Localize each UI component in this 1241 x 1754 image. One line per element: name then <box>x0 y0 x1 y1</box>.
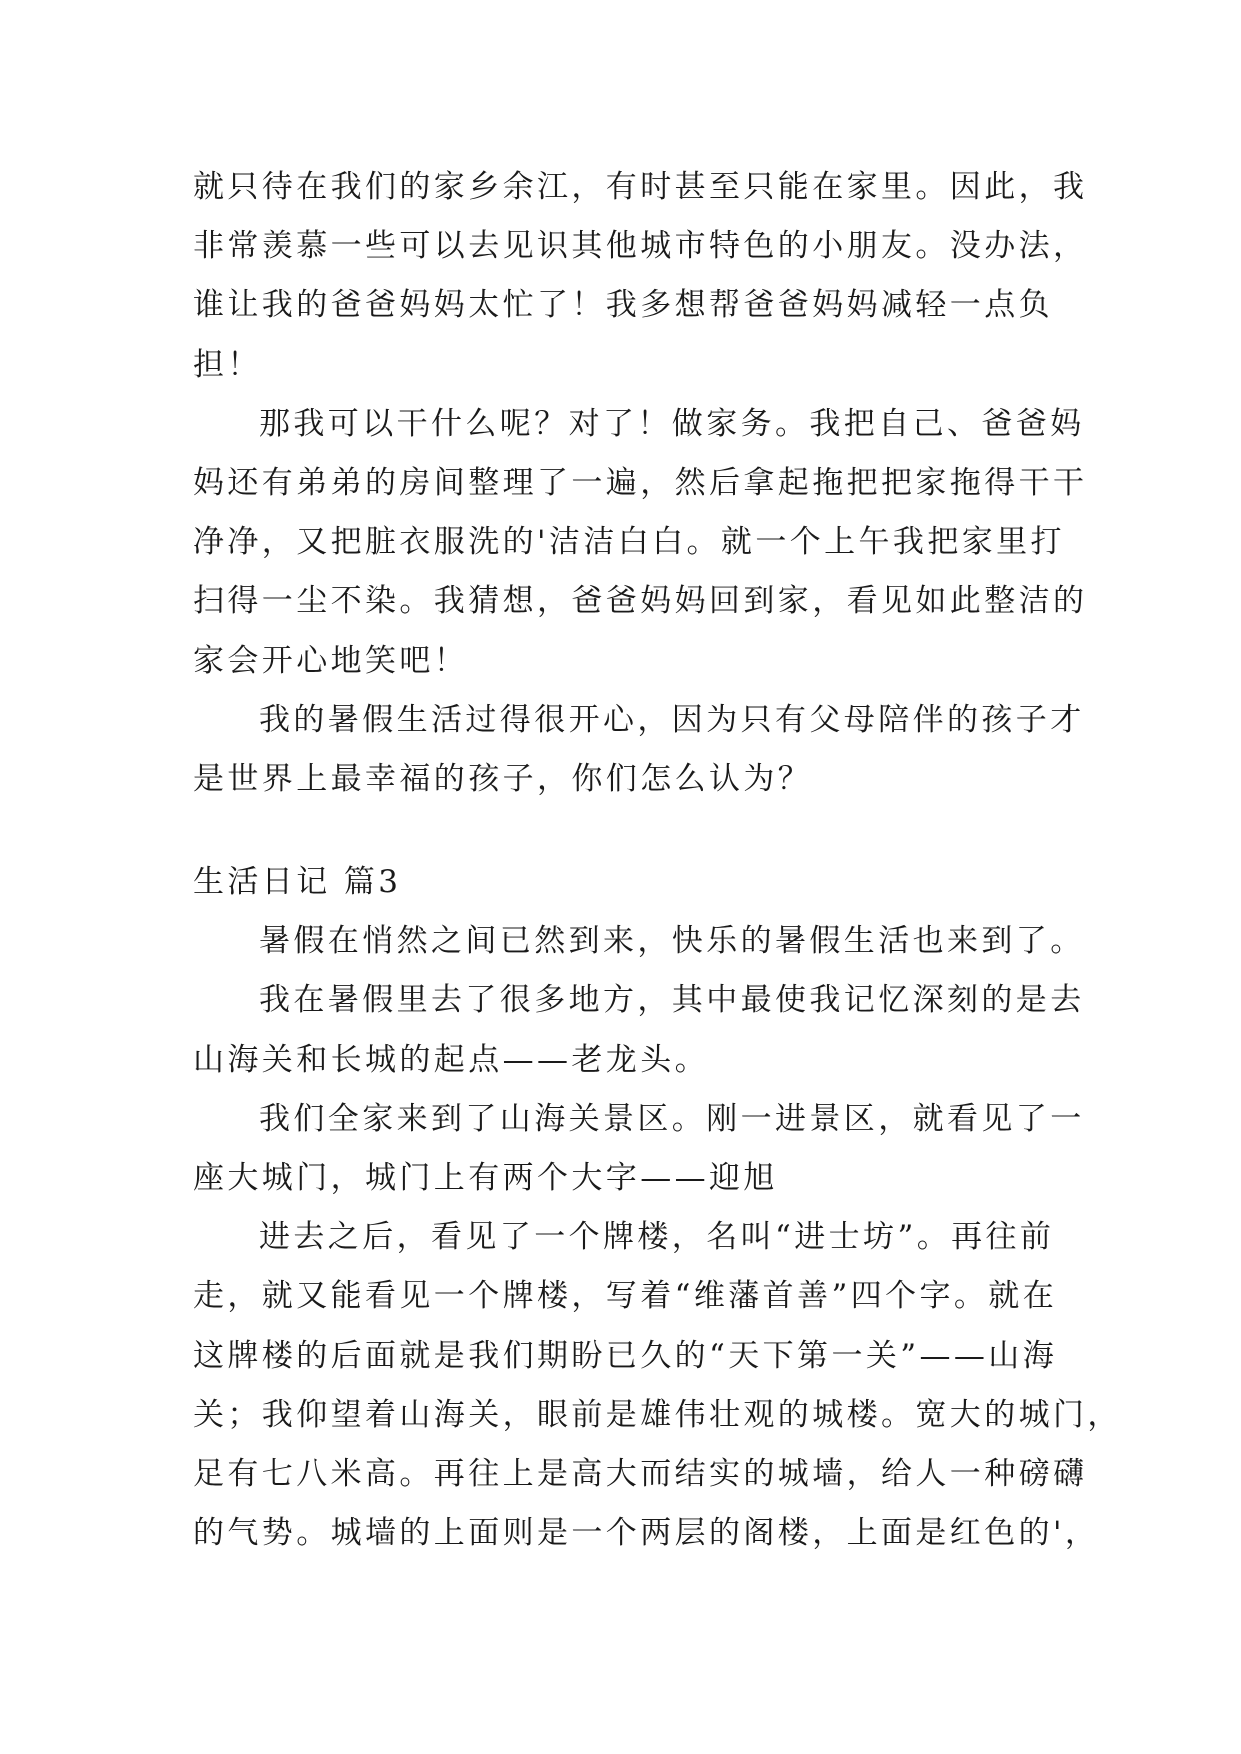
text-line: 关；我仰望着山海关，眼前是雄伟壮观的城楼。宽大的城门， <box>193 1396 1122 1433</box>
text-line: 净净，又把脏衣服洗的'洁洁白白。就一个上午我把家里打 <box>193 524 1065 561</box>
paragraph-start: 我们全家来到了山海关景区。刚一进景区，就看见了一 <box>259 1100 1085 1137</box>
text-line: 就只待在我们的家乡余江，有时甚至只能在家里。因此，我 <box>193 169 1088 205</box>
document-body <box>193 158 1122 1563</box>
paragraph-start: 暑假在悄然之间已然到来，快乐的暑假生活也来到了。 <box>259 923 1085 960</box>
paragraph-start: 我的暑假生活过得很开心，因为只有父母陪伴的孩子才 <box>259 701 1085 738</box>
paragraph-start: 进去之后，看见了一个牌楼，名叫“进士坊”。再往前 <box>259 1219 1055 1256</box>
text-line: 非常羡慕一些可以去见识其他城市特色的小朋友。没办法， <box>193 228 1088 265</box>
section-gap <box>193 809 1073 853</box>
text-line: 是世界上最幸福的孩子，你们怎么认为？ <box>193 760 813 797</box>
paragraph-start: 那我可以干什么呢？对了！做家务。我把自己、爸爸妈 <box>259 405 1085 442</box>
text-line: 妈还有弟弟的房间整理了一遍，然后拿起拖把把家拖得干干 <box>193 464 1088 501</box>
paragraph-start: 我在暑假里去了很多地方，其中最使我记忆深刻的是去 <box>259 982 1085 1019</box>
section-heading: 生活日记 篇3 <box>193 864 402 901</box>
text-line: 座大城门，城门上有两个大字——迎旭 <box>193 1160 778 1196</box>
text-line: 走，就又能看见一个牌楼，写着“维藩首善”四个字。就在 <box>193 1278 1058 1315</box>
text-line: 这牌楼的后面就是我们期盼已久的“天下第一关”——山海 <box>193 1337 1058 1374</box>
text-line: 足有七八米高。再往上是高大而结实的城墙，给人一种磅礴 <box>193 1455 1088 1492</box>
text-line: 的气势。城墙的上面则是一个两层的阁楼，上面是红色的'， <box>193 1515 1100 1552</box>
text-line: 家会开心地笑吧！ <box>193 642 469 679</box>
text-line: 山海关和长城的起点——老龙头。 <box>193 1041 709 1078</box>
text-line: 扫得一尘不染。我猜想，爸爸妈妈回到家，看见如此整洁的 <box>193 583 1088 620</box>
text-line: 谁让我的爸爸妈妈太忙了！我多想帮爸爸妈妈减轻一点负 <box>193 287 1053 324</box>
text-line: 担！ <box>193 346 262 383</box>
